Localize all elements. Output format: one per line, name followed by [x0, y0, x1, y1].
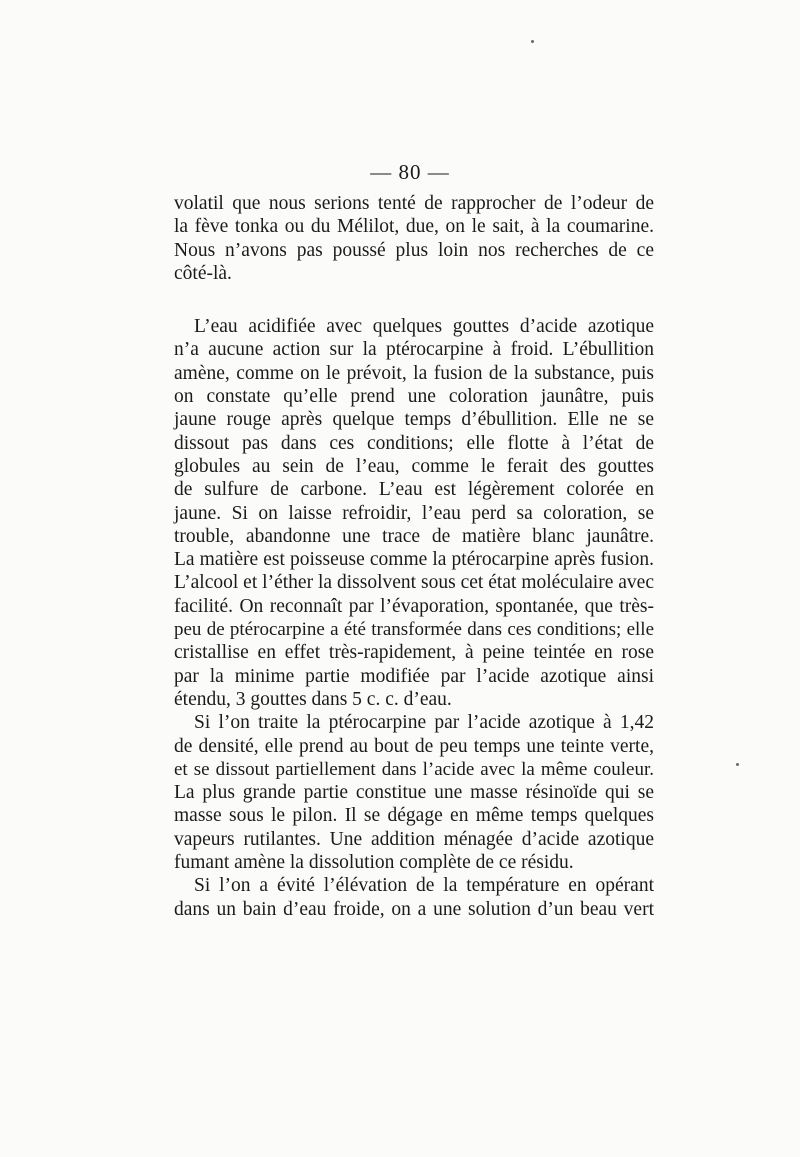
text-line: côté-là.	[174, 262, 232, 284]
text-line: par la minime partie modifiée par l’acide azotique ainsi	[174, 665, 654, 687]
text-line: fumant amène la dissolution complète de ce résidu.	[174, 852, 574, 874]
text-line: jaune. Si on laisse refroidir, l’eau perd sa coloration, se	[174, 502, 654, 524]
text-line: on constate qu’elle prend une coloration jaunâtre, puis	[174, 386, 654, 408]
text-line: de sulfure de carbone. L’eau est légèrement colorée en	[174, 479, 654, 501]
text-line: trouble, abandonne une trace de matière blanc jaunâtre.	[174, 525, 654, 547]
text-line: de densité, elle prend au bout de peu temps une teinte verte,	[174, 735, 654, 757]
text-line: peu de ptérocarpine a été transformée dans ces conditions; elle	[174, 619, 654, 641]
page-number: — 80 —	[370, 160, 450, 184]
paragraph	[174, 711, 654, 874]
text-line: cristallise en effet très-rapidement, à peine teintée en rose	[174, 642, 654, 664]
paper-speck	[736, 763, 739, 766]
paper-speck	[531, 40, 534, 43]
text-line: Si l’on traite la ptérocarpine par l’acide azotique à 1,42	[194, 712, 654, 734]
text-line: jaune rouge après quelque temps d’ébullition. Elle ne se	[174, 409, 654, 431]
text-line: dans un bain d’eau froide, on a une solution d’un beau vert	[174, 898, 654, 920]
paragraph	[174, 874, 654, 921]
text-line: Nous n’avons pas poussé plus loin nos recherches de ce	[174, 239, 654, 261]
text-line: n’a aucune action sur la ptérocarpine à froid. L’ébullition	[174, 339, 654, 361]
text-line: globules au sein de l’eau, comme le ferait des gouttes	[174, 455, 654, 477]
text-line: La matière est poisseuse comme la ptérocarpine après fusion.	[174, 549, 654, 571]
text-line: la fève tonka ou du Mélilot, due, on le sait, à la coumarine.	[174, 216, 654, 238]
text-line: vapeurs rutilantes. Une addition ménagée d’acide azotique	[174, 828, 654, 850]
text-line: volatil que nous serions tenté de rapprocher de l’odeur de	[174, 193, 654, 214]
text-line: L’eau acidifiée avec quelques gouttes d’acide azotique	[194, 316, 654, 338]
body-text	[174, 192, 654, 921]
paragraph	[174, 192, 654, 285]
text-line: masse sous le pilon. Il se dégage en même temps quelques	[174, 805, 654, 827]
text-line: amène, comme on le prévoit, la fusion de la substance, puis	[174, 362, 654, 384]
text-line: La plus grande partie constitue une masse résinoïde qui se	[174, 782, 654, 804]
text-line: facilité. On reconnaît par l’évaporation, spontanée, que très-	[174, 595, 654, 617]
paragraph	[174, 315, 654, 711]
text-line: dissout pas dans ces conditions; elle flotte à l’état de	[174, 432, 654, 454]
text-line: L’alcool et l’éther la dissolvent sous cet état moléculaire avec	[174, 572, 654, 594]
text-line: Si l’on a évité l’élévation de la température en opérant	[194, 875, 654, 897]
text-line: et se dissout partiellement dans l’acide avec la même couleur.	[174, 758, 654, 780]
text-line: étendu, 3 gouttes dans 5 c. c. d’eau.	[174, 688, 452, 710]
